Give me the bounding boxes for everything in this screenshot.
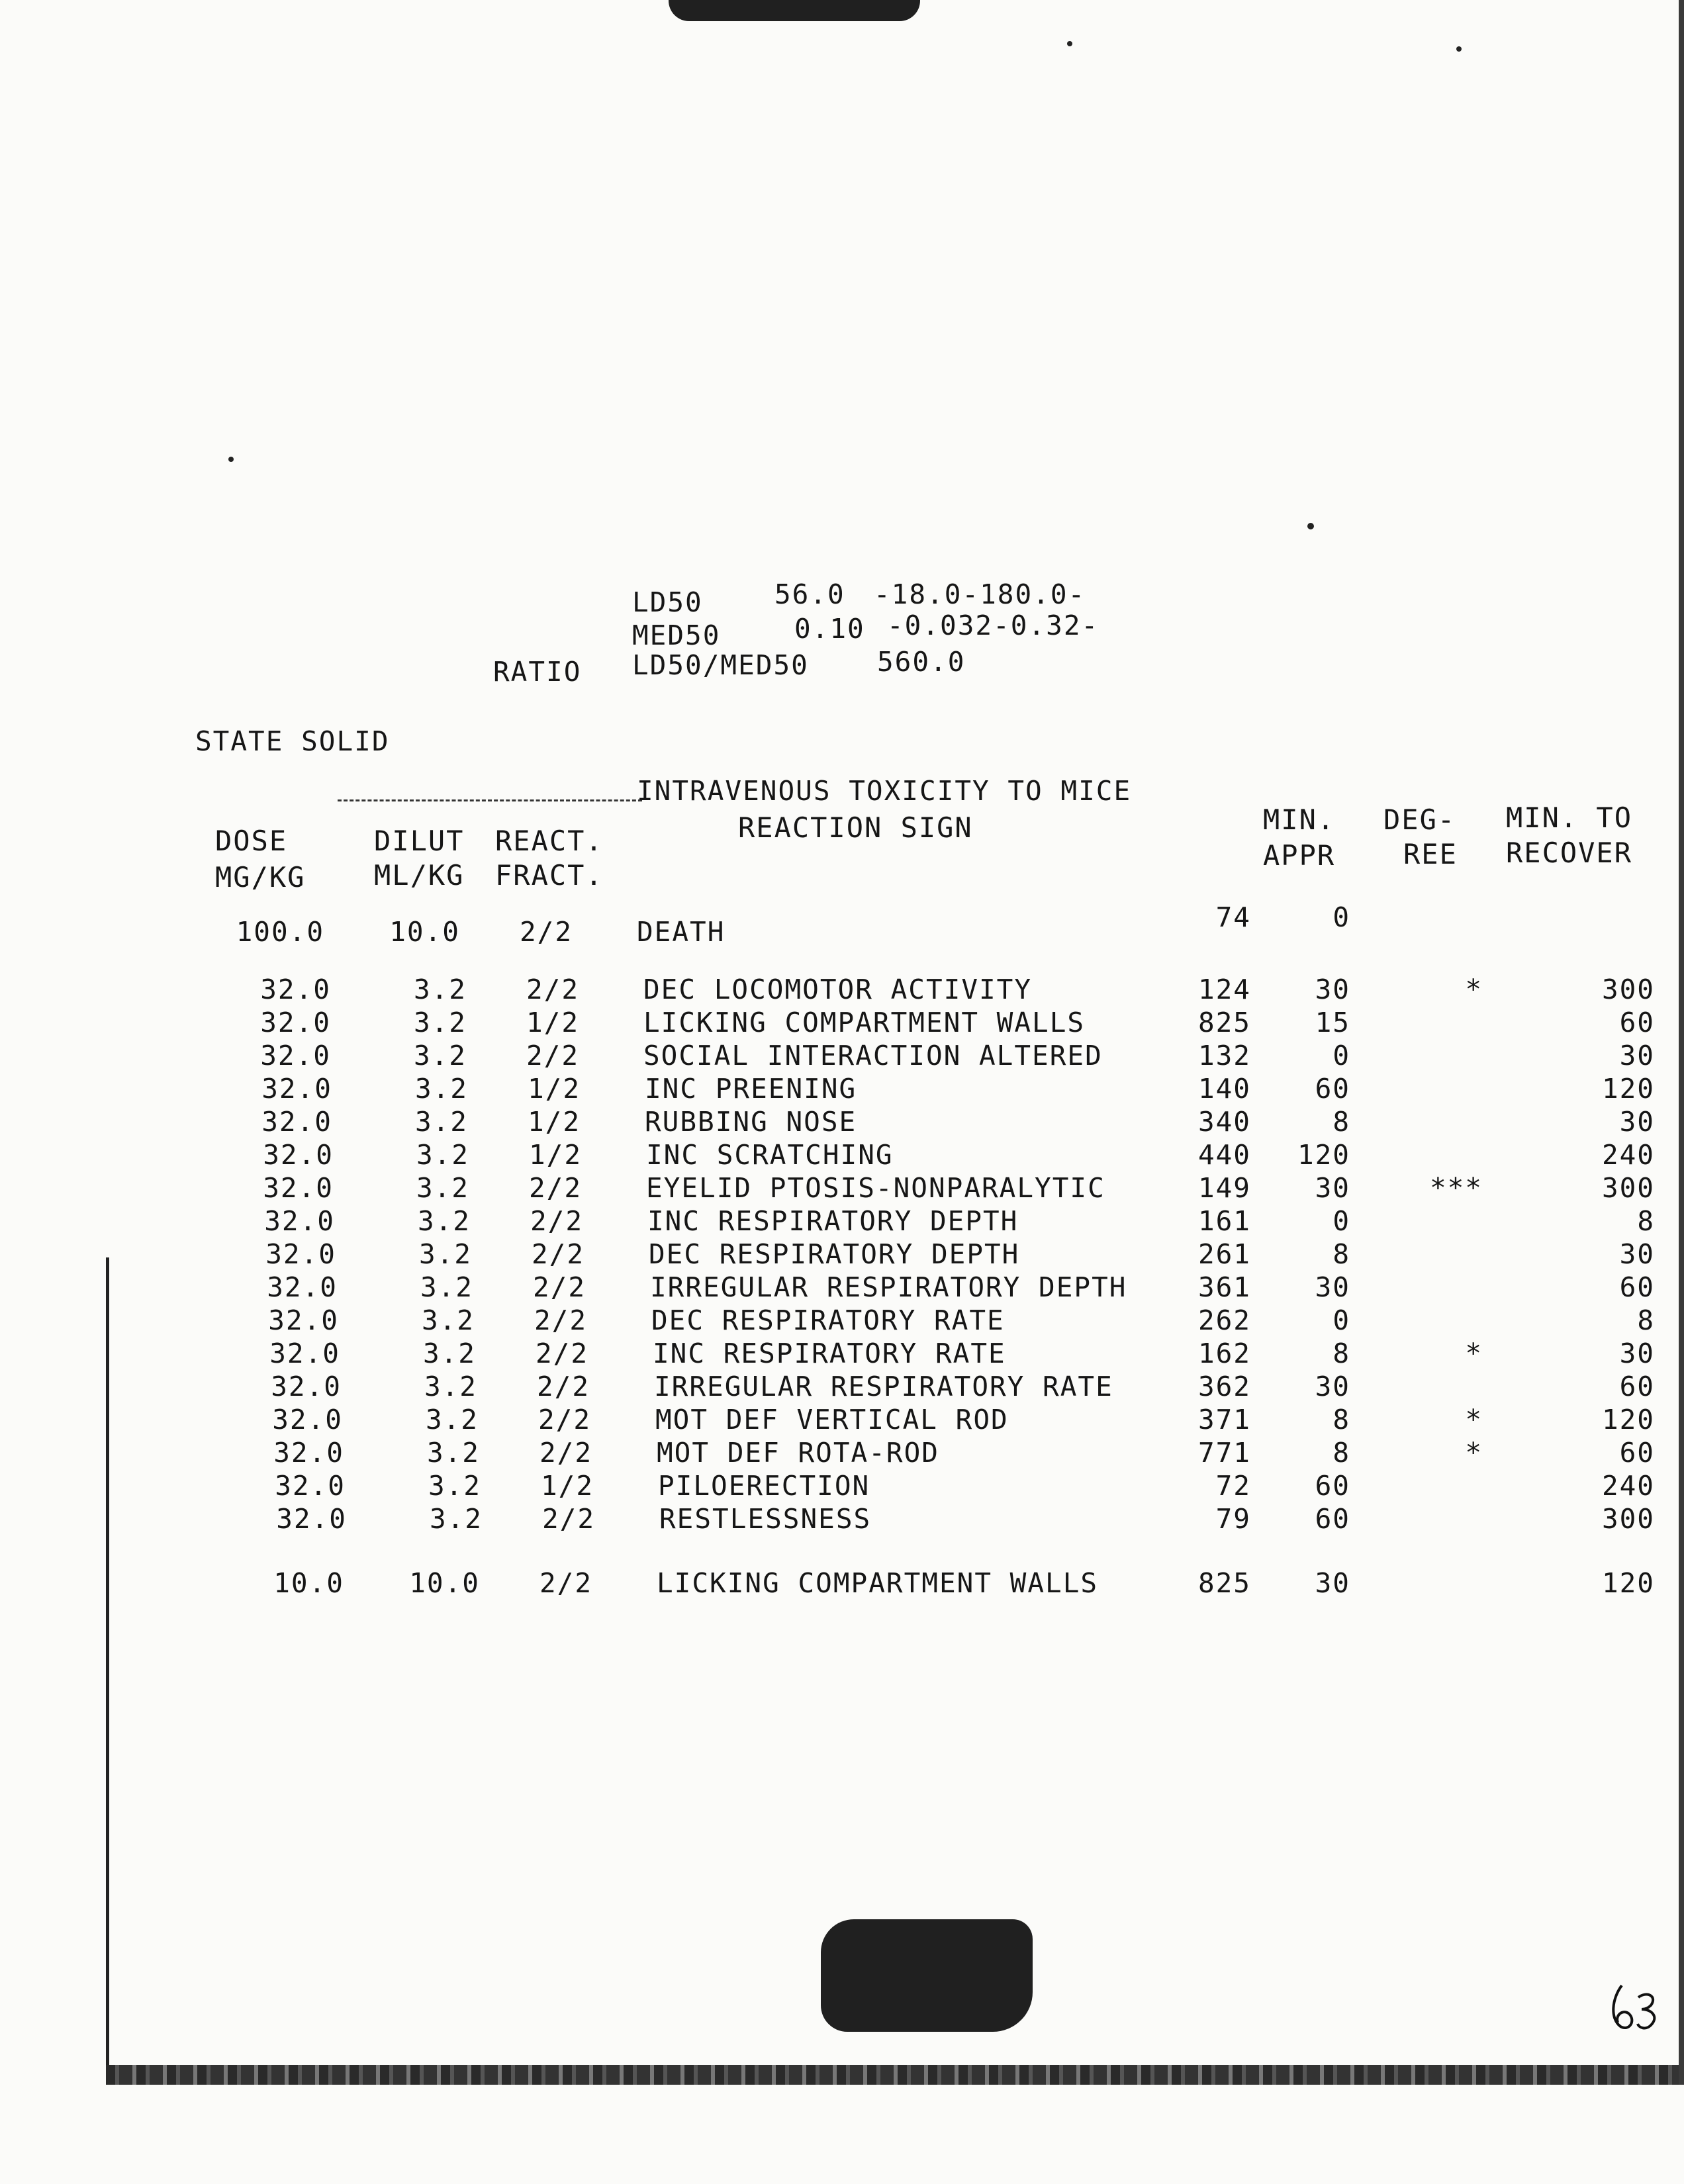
reaction-sign-cell: DEATH	[637, 916, 725, 948]
dilut-cell: 3.2	[425, 1404, 479, 1435]
sign-code-cell: 72	[1215, 1470, 1251, 1502]
min-appr-cell: 120	[1297, 1139, 1350, 1171]
min-recover-cell: 30	[1619, 1040, 1655, 1071]
min-appr-cell: 8	[1333, 1106, 1350, 1138]
page-edge-right	[1679, 0, 1684, 2085]
sign-code-cell: 262	[1197, 1304, 1251, 1336]
speck	[1067, 41, 1072, 46]
reaction-sign-cell: INC RESPIRATORY DEPTH	[647, 1205, 1019, 1237]
ratio-value: 560.0	[877, 646, 966, 678]
sign-code-cell: 261	[1197, 1238, 1251, 1270]
degree-cell: ***	[1429, 1172, 1483, 1204]
fraction-cell: 2/2	[520, 916, 573, 948]
fraction-cell: 2/2	[537, 1371, 590, 1402]
min-appr-cell: 30	[1315, 1567, 1350, 1599]
med50-range: -0.032-0.32-	[887, 610, 1099, 641]
dilut-cell: 3.2	[424, 1371, 477, 1402]
reaction-sign-cell: MOT DEF ROTA-ROD	[657, 1437, 939, 1469]
dilut-cell: 3.2	[429, 1503, 483, 1535]
fraction-cell: 2/2	[539, 1437, 593, 1469]
dose-cell: 32.0	[260, 974, 331, 1005]
min-recover-cell: 60	[1619, 1007, 1655, 1038]
header-degree-2: REE	[1403, 838, 1458, 870]
min-recover-cell: 60	[1619, 1371, 1655, 1402]
dose-cell: 10.0	[273, 1567, 344, 1599]
min-recover-cell: 300	[1601, 1172, 1655, 1204]
med50-label: MED50	[632, 619, 721, 651]
min-appr-cell: 8	[1333, 1238, 1350, 1270]
handwritten-page-number	[1602, 1979, 1668, 2038]
fraction-cell: 2/2	[526, 974, 580, 1005]
degree-cell: *	[1465, 1404, 1483, 1435]
min-appr-cell: 60	[1315, 1073, 1350, 1105]
min-appr-cell: 0	[1333, 1205, 1350, 1237]
reaction-sign-cell: PILOERECTION	[658, 1470, 870, 1502]
dilut-cell: 3.2	[428, 1470, 481, 1502]
reaction-sign-cell: LICKING COMPARTMENT WALLS	[657, 1567, 1099, 1599]
fraction-cell: 1/2	[541, 1470, 594, 1502]
sign-code-cell: 124	[1197, 974, 1251, 1005]
fraction-cell: 2/2	[538, 1404, 592, 1435]
dilut-cell: 10.0	[409, 1567, 480, 1599]
min-appr-cell: 30	[1315, 1271, 1350, 1303]
speck	[1456, 46, 1462, 52]
med50-value: 0.10	[794, 613, 865, 645]
reaction-sign-cell: SOCIAL INTERACTION ALTERED	[643, 1040, 1103, 1071]
table-title: INTRAVENOUS TOXICITY TO MICE	[637, 775, 1132, 807]
reaction-sign-cell: DEC RESPIRATORY RATE	[651, 1304, 1005, 1336]
min-recover-cell: 240	[1601, 1470, 1655, 1502]
min-recover-cell: 30	[1619, 1238, 1655, 1270]
sign-code-cell: 340	[1197, 1106, 1251, 1138]
dose-cell: 32.0	[261, 1073, 332, 1105]
header-dilut-unit: ML/KG	[374, 859, 465, 891]
ld50-label: LD50	[632, 586, 703, 618]
speck	[228, 457, 234, 462]
min-appr-cell: 60	[1315, 1470, 1350, 1502]
speck	[1307, 523, 1314, 529]
dilut-cell: 3.2	[420, 1271, 473, 1303]
dose-cell: 32.0	[272, 1404, 343, 1435]
sign-code-cell: 79	[1215, 1503, 1251, 1535]
reaction-sign-cell: DEC RESPIRATORY DEPTH	[649, 1238, 1020, 1270]
dose-cell: 32.0	[271, 1371, 342, 1402]
dose-cell: 32.0	[265, 1238, 336, 1270]
dilut-cell: 3.2	[414, 1106, 468, 1138]
header-react: REACT.	[495, 825, 604, 857]
min-recover-cell: 300	[1601, 974, 1655, 1005]
sign-code-cell: 825	[1197, 1567, 1251, 1599]
dose-cell: 32.0	[268, 1304, 339, 1336]
header-dilut: DILUT	[374, 825, 465, 857]
sign-code-cell: 825	[1197, 1007, 1251, 1038]
fraction-cell: 2/2	[533, 1271, 586, 1303]
fraction-cell: 1/2	[528, 1073, 581, 1105]
min-recover-cell: 300	[1601, 1503, 1655, 1535]
sign-code-cell: 140	[1197, 1073, 1251, 1105]
header-dose-unit: MG/KG	[215, 861, 306, 893]
min-recover-cell: 30	[1619, 1338, 1655, 1369]
dose-cell: 32.0	[269, 1338, 340, 1369]
reaction-sign-cell: MOT DEF VERTICAL ROD	[655, 1404, 1009, 1435]
reaction-sign-cell: INC SCRATCHING	[646, 1139, 894, 1171]
header-min-appr: MIN.	[1263, 803, 1336, 836]
dilut-cell: 3.2	[418, 1238, 472, 1270]
header-fract: FRACT.	[495, 859, 604, 891]
header-reaction-sign: REACTION SIGN	[738, 811, 973, 844]
fraction-cell: 1/2	[526, 1007, 580, 1038]
header-dose: DOSE	[215, 825, 288, 857]
dilut-cell: 3.2	[414, 1073, 468, 1105]
degree-cell: *	[1465, 1437, 1483, 1469]
scan-blot-bottom	[821, 1919, 1033, 2032]
page-edge-bottom	[106, 2065, 1684, 2085]
reaction-sign-cell: INC RESPIRATORY RATE	[653, 1338, 1006, 1369]
sign-code-cell: 161	[1197, 1205, 1251, 1237]
dilut-cell: 3.2	[422, 1338, 476, 1369]
fraction-cell: 1/2	[528, 1106, 581, 1138]
min-appr-cell: 0	[1333, 901, 1350, 933]
min-recover-cell: 60	[1619, 1271, 1655, 1303]
min-appr-cell: 8	[1333, 1338, 1350, 1369]
sign-code-cell: 361	[1197, 1271, 1251, 1303]
min-appr-cell: 60	[1315, 1503, 1350, 1535]
dilut-cell: 3.2	[421, 1304, 475, 1336]
header-min-to-recover: MIN. TO	[1506, 801, 1633, 834]
fraction-cell: 2/2	[536, 1338, 589, 1369]
reaction-sign-cell: IRREGULAR RESPIRATORY RATE	[654, 1371, 1113, 1402]
min-appr-cell: 30	[1315, 974, 1350, 1005]
dilut-cell: 10.0	[389, 916, 460, 948]
reaction-sign-cell: LICKING COMPARTMENT WALLS	[643, 1007, 1086, 1038]
min-appr-cell: 15	[1315, 1007, 1350, 1038]
min-appr-cell: 8	[1333, 1437, 1350, 1469]
ld50-range: -18.0-180.0-	[874, 578, 1086, 610]
dilut-cell: 3.2	[413, 1007, 467, 1038]
min-appr-cell: 8	[1333, 1404, 1350, 1435]
dose-cell: 32.0	[273, 1437, 344, 1469]
min-recover-cell: 120	[1601, 1567, 1655, 1599]
fraction-cell: 2/2	[529, 1172, 583, 1204]
reaction-sign-cell: EYELID PTOSIS-NONPARALYTIC	[646, 1172, 1105, 1204]
dilut-cell: 3.2	[417, 1205, 471, 1237]
dose-cell: 32.0	[263, 1172, 334, 1204]
min-appr-cell: 0	[1333, 1040, 1350, 1071]
dose-cell: 32.0	[275, 1470, 346, 1502]
fraction-cell: 2/2	[526, 1040, 580, 1071]
ld50-value: 56.0	[774, 578, 845, 610]
fraction-cell: 2/2	[530, 1205, 584, 1237]
min-recover-cell: 120	[1601, 1073, 1655, 1105]
fraction-cell: 2/2	[539, 1567, 593, 1599]
state-label: STATE SOLID	[195, 725, 390, 757]
reaction-sign-cell: RUBBING NOSE	[645, 1106, 857, 1138]
dose-cell: 32.0	[261, 1106, 332, 1138]
min-appr-cell: 0	[1333, 1304, 1350, 1336]
ratio-label: RATIO	[493, 656, 582, 688]
dilut-cell: 3.2	[426, 1437, 480, 1469]
sign-code-cell: 149	[1197, 1172, 1251, 1204]
dose-cell: 32.0	[264, 1205, 335, 1237]
sign-code-cell: 440	[1197, 1139, 1251, 1171]
fraction-cell: 2/2	[534, 1304, 588, 1336]
min-recover-cell: 240	[1601, 1139, 1655, 1171]
header-min-appr-2: APPR	[1263, 839, 1336, 872]
reaction-sign-cell: RESTLESSNESS	[659, 1503, 872, 1535]
min-recover-cell: 30	[1619, 1106, 1655, 1138]
dose-cell: 32.0	[276, 1503, 347, 1535]
fraction-cell: 2/2	[532, 1238, 585, 1270]
reaction-sign-cell: INC PREENING	[645, 1073, 857, 1105]
fraction-cell: 1/2	[529, 1139, 583, 1171]
dilut-cell: 3.2	[413, 1040, 467, 1071]
dose-cell: 100.0	[236, 916, 324, 948]
degree-cell: *	[1465, 1338, 1483, 1369]
min-appr-cell: 30	[1315, 1371, 1350, 1402]
dilut-cell: 3.2	[413, 974, 467, 1005]
dose-cell: 32.0	[267, 1271, 338, 1303]
dose-cell: 32.0	[260, 1040, 331, 1071]
sign-code-cell: 74	[1215, 901, 1251, 933]
header-recover: RECOVER	[1506, 837, 1633, 869]
sign-code-cell: 371	[1197, 1404, 1251, 1435]
sign-code-cell: 132	[1197, 1040, 1251, 1071]
reaction-sign-cell: IRREGULAR RESPIRATORY DEPTH	[650, 1271, 1127, 1303]
header-degree: DEG-	[1383, 803, 1456, 836]
min-appr-cell: 30	[1315, 1172, 1350, 1204]
dose-cell: 32.0	[260, 1007, 331, 1038]
dilut-cell: 3.2	[416, 1172, 469, 1204]
ratio-expression: LD50/MED50	[632, 649, 809, 681]
degree-cell: *	[1465, 974, 1483, 1005]
page-edge-left	[106, 1257, 109, 2085]
min-recover-cell: 120	[1601, 1404, 1655, 1435]
min-recover-cell: 8	[1637, 1304, 1655, 1336]
dilut-cell: 3.2	[416, 1139, 469, 1171]
scan-blot-top	[669, 0, 920, 21]
min-recover-cell: 8	[1637, 1205, 1655, 1237]
sign-code-cell: 362	[1197, 1371, 1251, 1402]
fraction-cell: 2/2	[542, 1503, 596, 1535]
title-rule	[338, 799, 642, 801]
dose-cell: 32.0	[263, 1139, 334, 1171]
reaction-sign-cell: DEC LOCOMOTOR ACTIVITY	[643, 974, 1033, 1005]
sign-code-cell: 771	[1197, 1437, 1251, 1469]
sign-code-cell: 162	[1197, 1338, 1251, 1369]
min-recover-cell: 60	[1619, 1437, 1655, 1469]
